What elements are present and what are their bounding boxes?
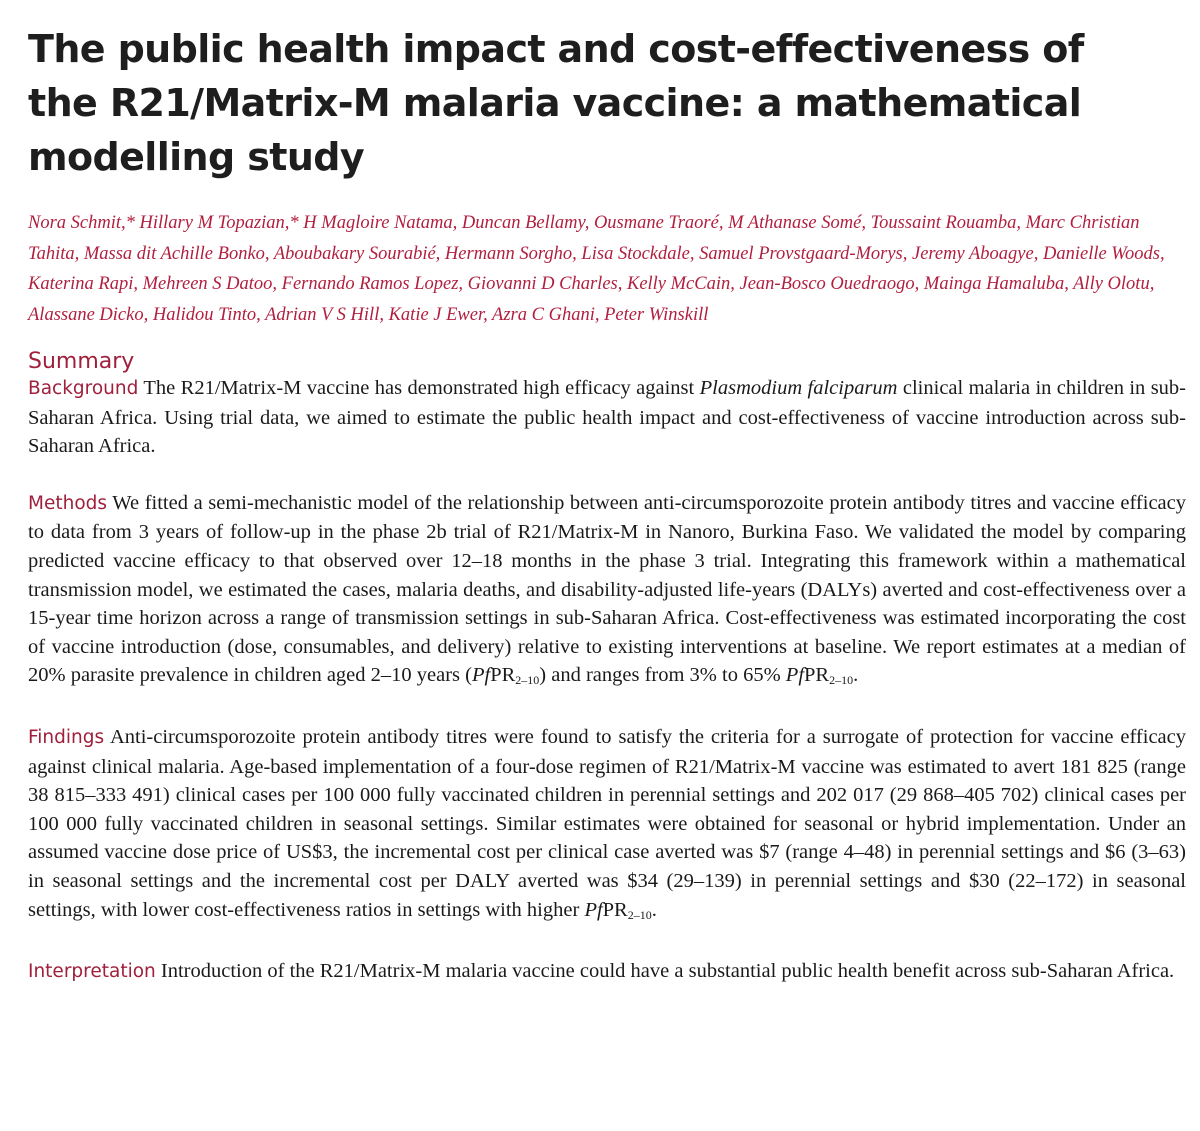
summary-heading: Summary (28, 349, 135, 374)
methods-text-1: We fitted a semi-mechanistic model of the relationship between anti-circumsporozoite protein antibody titres and vaccine efficacy to data from 3 years of follow-up in the phase 2b trial of R21/Matrix-M in Nanoro, Burkina Faso. We validated the model by comparing predicted vaccine efficacy to that observed over 12–18 months in the phase 3 trial. Integrating this framework within a mathematical transmission model, we estimated the cases, malaria deaths, and disability-adjusted life-years (DALYs) averted and cost-effectiveness over a 15-year time horizon across a range of transmission settings in sub-Saharan Africa. Cost-effectiveness was estimated incorporating the cost of vaccine introduction (dose, consumables, and delivery) relative to existing interventions at baseline. We report estimates at a median of 20% parasite prevalence in children aged 2–10 years ( (28, 491, 1186, 687)
findings-pf-1: Pf (584, 898, 603, 921)
methods-pr-2: PR (804, 664, 830, 687)
findings-section (28, 723, 1186, 929)
methods-text-2: ) and ranges from 3% to 65% (539, 664, 786, 687)
findings-text-2: . (651, 898, 657, 921)
methods-section (28, 489, 1186, 695)
methods-pr-1: PR (490, 664, 516, 687)
background-section (28, 374, 1186, 461)
background-label: Background (28, 378, 139, 399)
background-text-1: The R21/Matrix-M vaccine has demonstrated high efficacy against (138, 377, 700, 399)
findings-pr-1: PR (602, 898, 628, 921)
findings-sub-1: 2–10 (627, 907, 652, 922)
methods-sub-1: 2–10 (515, 673, 540, 688)
interpretation-section (28, 957, 1186, 987)
background-species-name: Plasmodium falciparum (699, 377, 898, 399)
background-text-2: clinical malaria in children in sub-Saharan Africa. Using trial data, we aimed to estimate the public health impact and cost-effectiveness of vaccine introduction across sub-Saharan Africa. (28, 377, 1187, 458)
methods-pf-2: Pf (785, 664, 805, 687)
methods-label: Methods (28, 492, 108, 514)
article-page (28, 22, 1186, 987)
author-list: Nora Schmit,* Hillary M Topazian,* H Magloire Natama, Duncan Bellamy, Ousmane Traoré, M Athanase Somé, Toussaint Rouamba, Marc Christian Tahita, Massa dit Achille Bonko, Aboubakary Sourabié, Hermann Sorgho, Lisa Stockdale, Samuel Provstgaard-Morys, Jeremy Aboagye, Danielle Woods, Katerina Rapi, Mehreen S Datoo, Fernando Ramos Lopez, Giovanni D Charles, Kelly McCain, Jean-Bosco Ouedraogo, Mainga Hamaluba, Ally Olotu, Alassane Dicko, Halidou Tinto, Adrian V S Hill, Katie J Ewer, Azra C Ghani, Peter Winskill (28, 213, 1165, 325)
methods-pf-1: Pf (471, 664, 491, 687)
interpretation-label: Interpretation (28, 961, 156, 983)
findings-label: Findings (28, 726, 105, 748)
findings-text-1: Anti-circumsporozoite protein antibody titres were found to satisfy the criteria for a surrogate of protection for vaccine efficacy against clinical malaria. Age-based implementation of a four-dose regimen of R21/Matrix-M vaccine was estimated to avert 181 825 (range 38 815–333 491) clinical cases per 100 000 fully vaccinated children in perennial settings and 202 017 (29 868–405 702) clinical cases per 100 000 fully vaccinated children in seasonal settings. Similar estimates were obtained for seasonal or hybrid implementation. Under an assumed vaccine dose price of US$3, the incremental cost per clinical case averted was $7 (range 4–48) in perennial settings and $6 (3–63) in seasonal settings and the incremental cost per DALY averted was $34 (29–139) in perennial settings and $30 (22–172) in seasonal settings, with lower cost-effectiveness ratios in settings with higher (28, 725, 1186, 921)
interpretation-text-1: Introduction of the R21/Matrix-M malaria vaccine could have a substantial public health benefit across sub-Saharan Africa. (155, 960, 1175, 983)
methods-text-3: . (853, 664, 859, 687)
methods-sub-2: 2–10 (829, 673, 854, 688)
article-title: The public health impact and cost-effectiveness of the R21/Matrix-M malaria vaccine: a mathematical modelling study (28, 27, 1084, 179)
